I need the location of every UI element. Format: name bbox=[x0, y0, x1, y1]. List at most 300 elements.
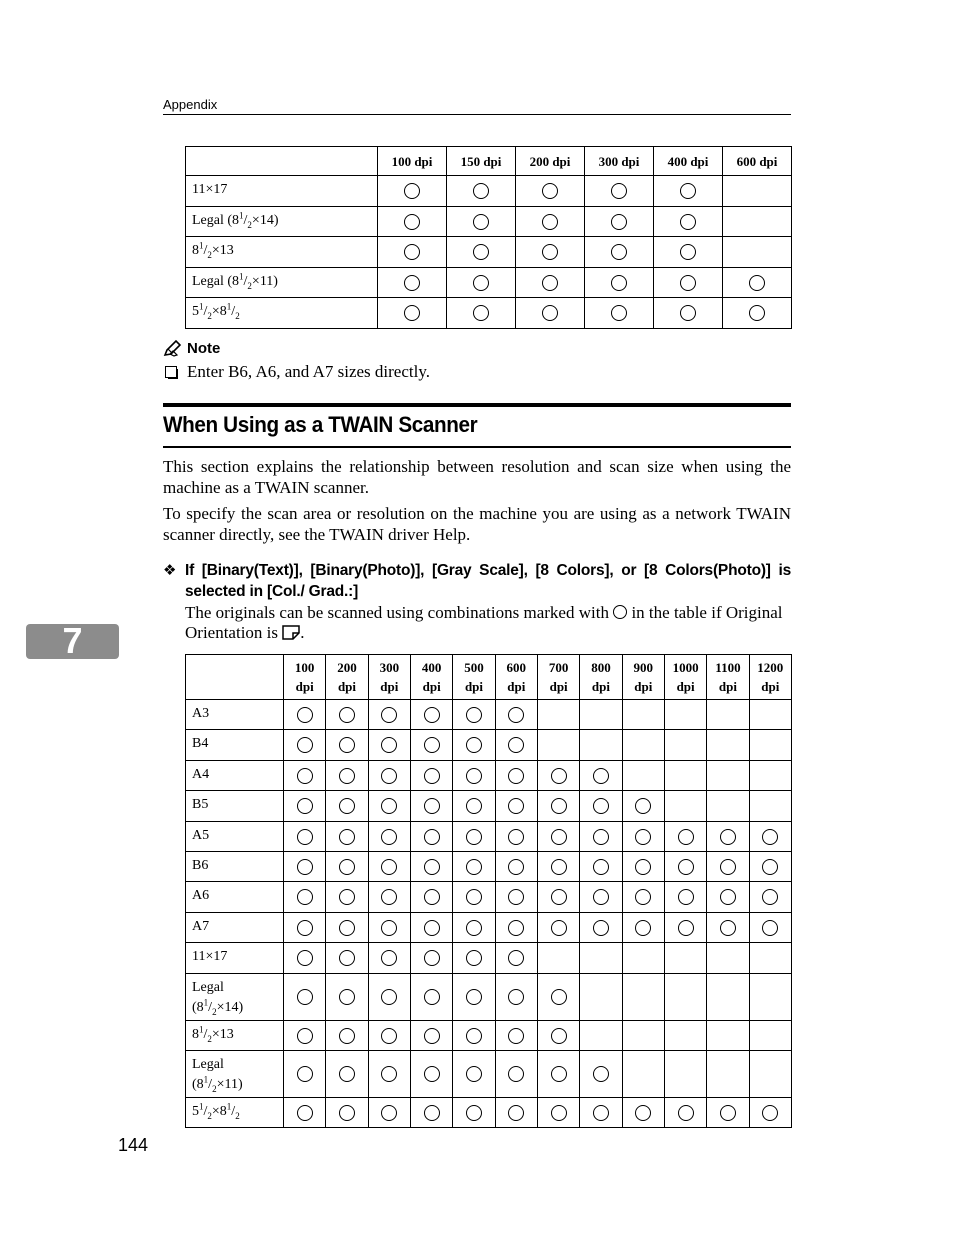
circle-mark-icon bbox=[466, 798, 482, 814]
table1-mark-cell bbox=[378, 237, 447, 268]
circle-mark-icon bbox=[473, 214, 489, 230]
circle-mark-icon bbox=[381, 1066, 397, 1082]
table2-mark-cell bbox=[707, 791, 749, 821]
note-heading bbox=[163, 339, 220, 357]
circle-mark-icon bbox=[635, 798, 651, 814]
table1-mark-cell bbox=[378, 267, 447, 298]
table2-mark-cell bbox=[537, 882, 579, 912]
size-label: B4 bbox=[192, 736, 209, 752]
size-label: A3 bbox=[192, 706, 210, 721]
table2-mark-cell bbox=[537, 1097, 579, 1127]
table-row bbox=[186, 973, 792, 1020]
fraction-numerator: 1 bbox=[239, 270, 244, 281]
table2-corner-cell bbox=[186, 655, 284, 700]
table1-header-row bbox=[186, 147, 792, 176]
table2-mark-cell bbox=[707, 730, 749, 760]
size-label-post: ×11) bbox=[216, 1076, 243, 1092]
instruction-text bbox=[185, 603, 791, 643]
table2-size-cell bbox=[186, 791, 284, 821]
table2-mark-cell bbox=[580, 700, 622, 730]
table1-size-cell bbox=[186, 206, 378, 237]
table2-mark-cell bbox=[664, 1050, 706, 1097]
circle-mark-icon bbox=[542, 244, 558, 260]
table2-mark-cell bbox=[410, 821, 452, 851]
circle-mark-icon bbox=[381, 889, 397, 905]
circle-mark-icon bbox=[339, 798, 355, 814]
circle-mark-icon bbox=[762, 920, 778, 936]
table2-mark-cell bbox=[284, 700, 326, 730]
circle-mark-icon bbox=[508, 1066, 524, 1082]
table2-mark-cell bbox=[410, 730, 452, 760]
table2-mark-cell bbox=[453, 821, 495, 851]
table2-mark-cell bbox=[410, 882, 452, 912]
table2-mark-cell bbox=[622, 882, 664, 912]
circle-mark-icon bbox=[466, 737, 482, 753]
circle-mark-icon bbox=[424, 768, 440, 784]
note-item bbox=[163, 362, 430, 382]
circle-mark-icon bbox=[404, 244, 420, 260]
table2-size-cell bbox=[186, 1020, 284, 1050]
fraction-slash: / bbox=[203, 1103, 208, 1119]
circle-mark-icon bbox=[381, 989, 397, 1005]
table1-mark-cell bbox=[447, 206, 516, 237]
table2-mark-cell bbox=[410, 943, 452, 973]
circle-mark-icon bbox=[593, 1105, 609, 1121]
size-label-pre: 5 bbox=[192, 304, 199, 319]
circle-mark-icon bbox=[611, 305, 627, 321]
table-row bbox=[186, 1097, 792, 1127]
circle-mark-icon bbox=[635, 920, 651, 936]
table-row bbox=[186, 267, 792, 298]
fraction-denominator: 2 bbox=[235, 310, 240, 321]
circle-mark-icon bbox=[381, 1028, 397, 1044]
table2-mark-cell bbox=[495, 973, 537, 1020]
table-row bbox=[186, 730, 792, 760]
table2-size-cell bbox=[186, 912, 284, 942]
circle-mark-icon bbox=[424, 989, 440, 1005]
circle-mark-icon bbox=[297, 798, 313, 814]
resolution-table-1 bbox=[185, 146, 792, 329]
size-label-pre: 8 bbox=[192, 1026, 199, 1042]
table2-mark-cell bbox=[707, 1020, 749, 1050]
table1-mark-cell bbox=[447, 298, 516, 329]
circle-mark-icon bbox=[297, 829, 313, 845]
table-row bbox=[186, 298, 792, 329]
col-header-unit: dpi bbox=[761, 679, 780, 694]
circle-mark-icon bbox=[473, 244, 489, 260]
note-heading-label: Note bbox=[187, 339, 221, 357]
fraction-denominator: 2 bbox=[212, 1083, 217, 1094]
fraction-numerator: 1 bbox=[226, 301, 232, 312]
circle-mark-icon bbox=[297, 1105, 313, 1121]
circle-mark-icon bbox=[551, 768, 567, 784]
table1-mark-cell bbox=[654, 267, 723, 298]
col-header-number: 700 bbox=[548, 660, 569, 675]
circle-mark-icon bbox=[339, 889, 355, 905]
circle-mark-icon bbox=[404, 214, 420, 230]
page-number: 144 bbox=[118, 1135, 149, 1155]
fraction-slash: / bbox=[243, 212, 248, 228]
table-row bbox=[186, 760, 792, 790]
circle-mark-icon bbox=[381, 798, 397, 814]
table2-col-header bbox=[284, 655, 326, 700]
circle-mark-icon bbox=[473, 183, 489, 199]
circle-mark-icon bbox=[404, 183, 420, 199]
fraction-denominator: 2 bbox=[207, 310, 212, 321]
table2-mark-cell bbox=[410, 1020, 452, 1050]
instruction-part-a: The originals can be scanned using combinations marked with bbox=[185, 603, 609, 622]
col-header-number: 600 bbox=[506, 660, 527, 675]
circle-mark-icon bbox=[381, 1105, 397, 1121]
circle-mark-icon bbox=[613, 605, 627, 619]
circle-mark-icon bbox=[611, 183, 627, 199]
table2-mark-cell bbox=[326, 1097, 368, 1127]
table2-mark-cell bbox=[326, 851, 368, 881]
table2-mark-cell bbox=[580, 1097, 622, 1127]
fraction-slash: / bbox=[231, 304, 236, 319]
circle-mark-icon bbox=[297, 989, 313, 1005]
table2-mark-cell bbox=[707, 973, 749, 1020]
table-row bbox=[186, 912, 792, 942]
fraction-slash: / bbox=[208, 1076, 213, 1092]
circle-mark-icon bbox=[424, 1105, 440, 1121]
table1-mark-cell bbox=[723, 267, 792, 298]
circle-mark-icon bbox=[508, 920, 524, 936]
table2-mark-cell bbox=[707, 1050, 749, 1097]
circle-mark-icon bbox=[381, 707, 397, 723]
circle-mark-icon bbox=[339, 920, 355, 936]
table2-mark-cell bbox=[707, 912, 749, 942]
circle-mark-icon bbox=[473, 275, 489, 291]
table1-mark-cell bbox=[516, 176, 585, 207]
circle-mark-icon bbox=[508, 768, 524, 784]
table2-size-cell bbox=[186, 882, 284, 912]
table2-mark-cell bbox=[410, 760, 452, 790]
table2-mark-cell bbox=[410, 973, 452, 1020]
table2-mark-cell bbox=[368, 1050, 410, 1097]
fraction-slash: / bbox=[231, 1103, 236, 1119]
table2-mark-cell bbox=[284, 1020, 326, 1050]
fraction-denominator: 2 bbox=[207, 1033, 212, 1044]
circle-mark-icon bbox=[593, 829, 609, 845]
running-head: Appendix bbox=[163, 97, 218, 112]
circle-mark-icon bbox=[297, 950, 313, 966]
table2-size-cell bbox=[186, 851, 284, 881]
table2-mark-cell bbox=[664, 912, 706, 942]
table2-mark-cell bbox=[410, 791, 452, 821]
table1-mark-cell bbox=[585, 237, 654, 268]
circle-mark-icon bbox=[466, 889, 482, 905]
circle-mark-icon bbox=[424, 950, 440, 966]
fraction-denominator: 2 bbox=[247, 219, 252, 230]
circle-mark-icon bbox=[404, 275, 420, 291]
table2-mark-cell bbox=[368, 1020, 410, 1050]
circle-mark-icon bbox=[466, 1105, 482, 1121]
circle-mark-icon bbox=[508, 859, 524, 875]
table1-mark-cell bbox=[447, 176, 516, 207]
table1-mark-cell bbox=[447, 267, 516, 298]
table1-mark-cell bbox=[723, 176, 792, 207]
subheading-text: If [Binary(Text)], [Binary(Photo)], [Gray Scale], [8 Colors], or [8 Colors(Photo)] is selected in [Col./ Grad.:] bbox=[185, 562, 791, 600]
table2-mark-cell bbox=[664, 791, 706, 821]
col-header-number: 1100 bbox=[715, 660, 741, 675]
circle-mark-icon bbox=[381, 737, 397, 753]
fraction-denominator: 2 bbox=[247, 280, 252, 291]
table2-mark-cell bbox=[749, 912, 791, 942]
fraction-numerator: 1 bbox=[199, 1101, 204, 1112]
table1-size-cell bbox=[186, 267, 378, 298]
circle-mark-icon bbox=[466, 1028, 482, 1044]
circle-mark-icon bbox=[720, 889, 736, 905]
circle-mark-icon bbox=[611, 275, 627, 291]
circle-mark-icon bbox=[720, 829, 736, 845]
col-header-unit: dpi bbox=[422, 679, 441, 694]
table2-mark-cell bbox=[537, 1020, 579, 1050]
table2-mark-cell bbox=[749, 882, 791, 912]
table-row bbox=[186, 700, 792, 730]
fraction-numerator: 1 bbox=[199, 1023, 204, 1034]
table2-size-cell bbox=[186, 943, 284, 973]
circle-mark-icon bbox=[381, 920, 397, 936]
circle-mark-icon bbox=[680, 244, 696, 260]
table2-mark-cell bbox=[749, 1020, 791, 1050]
table1-col-header: 100 dpi bbox=[378, 147, 447, 176]
size-label-post: ×14) bbox=[216, 999, 244, 1015]
orientation-icon bbox=[282, 625, 300, 640]
circle-mark-icon bbox=[381, 829, 397, 845]
table-row bbox=[186, 176, 792, 207]
table2-mark-cell bbox=[410, 912, 452, 942]
table2-mark-cell bbox=[284, 760, 326, 790]
table2-mark-cell bbox=[368, 973, 410, 1020]
table2-mark-cell bbox=[664, 821, 706, 851]
circle-mark-icon bbox=[297, 859, 313, 875]
section-paragraph-2: To specify the scan area or resolution on the machine you are using as a network TWAIN scanner directly, see the TWAIN driver Help. bbox=[163, 504, 791, 544]
circle-mark-icon bbox=[508, 889, 524, 905]
size-label: A6 bbox=[192, 888, 210, 904]
circle-mark-icon bbox=[339, 737, 355, 753]
circle-mark-icon bbox=[339, 950, 355, 966]
circle-mark-icon bbox=[424, 707, 440, 723]
instruction-part-b: in the table if Original Orientation is bbox=[185, 603, 783, 642]
table2-mark-cell bbox=[453, 1020, 495, 1050]
table2-mark-cell bbox=[622, 700, 664, 730]
circle-mark-icon bbox=[593, 859, 609, 875]
circle-mark-icon bbox=[593, 889, 609, 905]
circle-mark-icon bbox=[593, 768, 609, 784]
table2-mark-cell bbox=[284, 1050, 326, 1097]
table-row bbox=[186, 791, 792, 821]
table2-mark-cell bbox=[749, 1050, 791, 1097]
fraction-slash: / bbox=[203, 304, 208, 319]
table2-mark-cell bbox=[368, 943, 410, 973]
table2-mark-cell bbox=[453, 882, 495, 912]
table2-col-header bbox=[495, 655, 537, 700]
table2-mark-cell bbox=[622, 760, 664, 790]
circle-mark-icon bbox=[542, 183, 558, 199]
fraction-slash: / bbox=[243, 273, 248, 289]
table1-mark-cell bbox=[585, 267, 654, 298]
table2-mark-cell bbox=[453, 973, 495, 1020]
table1-mark-cell bbox=[654, 298, 723, 329]
table2-mark-cell bbox=[707, 851, 749, 881]
circle-mark-icon bbox=[551, 989, 567, 1005]
col-header-number: 500 bbox=[464, 660, 484, 675]
table1-mark-cell bbox=[654, 176, 723, 207]
size-label: 11×17 bbox=[192, 949, 228, 965]
table2-mark-cell bbox=[368, 851, 410, 881]
circle-mark-icon bbox=[339, 1066, 355, 1082]
table1-mark-cell bbox=[378, 298, 447, 329]
table2-mark-cell bbox=[707, 760, 749, 790]
table1-mark-cell bbox=[585, 176, 654, 207]
table1-size-cell bbox=[186, 298, 378, 329]
table1-mark-cell bbox=[723, 298, 792, 329]
circle-mark-icon bbox=[593, 920, 609, 936]
circle-mark-icon bbox=[466, 920, 482, 936]
circle-mark-icon bbox=[611, 244, 627, 260]
circle-mark-icon bbox=[593, 1066, 609, 1082]
diamond-bullet-icon: ❖ bbox=[163, 562, 177, 579]
table2-mark-cell bbox=[622, 943, 664, 973]
table2-mark-cell bbox=[368, 821, 410, 851]
circle-mark-icon bbox=[297, 707, 313, 723]
table2-mark-cell bbox=[622, 851, 664, 881]
table1-mark-cell bbox=[654, 206, 723, 237]
size-label-pre: 8 bbox=[192, 243, 199, 258]
table-row bbox=[186, 821, 792, 851]
circle-mark-icon bbox=[424, 737, 440, 753]
table1-col-header: 150 dpi bbox=[447, 147, 516, 176]
table2-mark-cell bbox=[664, 760, 706, 790]
circle-mark-icon bbox=[720, 859, 736, 875]
fraction-denominator: 2 bbox=[207, 249, 212, 260]
table2-col-header bbox=[749, 655, 791, 700]
circle-mark-icon bbox=[508, 829, 524, 845]
table2-mark-cell bbox=[664, 730, 706, 760]
table2-mark-cell bbox=[707, 821, 749, 851]
table2-mark-cell bbox=[326, 791, 368, 821]
table2-mark-cell bbox=[453, 760, 495, 790]
fraction-numerator: 1 bbox=[239, 209, 244, 220]
table2-mark-cell bbox=[537, 973, 579, 1020]
col-header-number: 400 bbox=[421, 660, 442, 675]
table2-mark-cell bbox=[580, 882, 622, 912]
circle-mark-icon bbox=[635, 859, 651, 875]
circle-mark-icon bbox=[404, 305, 420, 321]
circle-mark-icon bbox=[635, 1105, 651, 1121]
table1-mark-cell bbox=[723, 237, 792, 268]
table2-mark-cell bbox=[537, 760, 579, 790]
table2-mark-cell bbox=[580, 1020, 622, 1050]
table-row bbox=[186, 851, 792, 881]
fraction-numerator: 1 bbox=[199, 240, 204, 251]
pencil-icon bbox=[163, 339, 183, 357]
circle-mark-icon bbox=[297, 889, 313, 905]
circle-mark-icon bbox=[542, 275, 558, 291]
table2-mark-cell bbox=[284, 730, 326, 760]
table2-mark-cell bbox=[368, 791, 410, 821]
table-row bbox=[186, 943, 792, 973]
circle-mark-icon bbox=[635, 889, 651, 905]
table2-mark-cell bbox=[537, 912, 579, 942]
table2-mark-cell bbox=[749, 1097, 791, 1127]
col-header-unit: dpi bbox=[464, 679, 484, 694]
table2-mark-cell bbox=[326, 973, 368, 1020]
col-header-unit: dpi bbox=[718, 679, 737, 694]
table2-mark-cell bbox=[326, 700, 368, 730]
table2-mark-cell bbox=[749, 730, 791, 760]
circle-mark-icon bbox=[339, 989, 355, 1005]
table2-mark-cell bbox=[410, 851, 452, 881]
col-header-unit: dpi bbox=[634, 679, 653, 694]
table2-col-header bbox=[580, 655, 622, 700]
circle-mark-icon bbox=[297, 1028, 313, 1044]
table2-mark-cell bbox=[495, 882, 537, 912]
circle-mark-icon bbox=[762, 889, 778, 905]
fraction-numerator: 1 bbox=[203, 1074, 209, 1085]
table2-mark-cell bbox=[580, 973, 622, 1020]
col-header-number: 1000 bbox=[672, 660, 699, 675]
table2-mark-cell bbox=[326, 1020, 368, 1050]
table2-mark-cell bbox=[284, 882, 326, 912]
table2-col-header bbox=[622, 655, 664, 700]
table2-size-cell bbox=[186, 730, 284, 760]
table1-size-cell bbox=[186, 237, 378, 268]
table2-size-cell bbox=[186, 700, 284, 730]
table2-mark-cell bbox=[622, 821, 664, 851]
table2-mark-cell bbox=[368, 700, 410, 730]
subheading bbox=[163, 560, 791, 602]
table2-mark-cell bbox=[537, 791, 579, 821]
table2-mark-cell bbox=[749, 851, 791, 881]
col-header-number: 200 bbox=[337, 660, 357, 675]
circle-mark-icon bbox=[542, 305, 558, 321]
table2-mark-cell bbox=[326, 912, 368, 942]
header-rule bbox=[163, 114, 791, 115]
table2-col-header bbox=[326, 655, 368, 700]
circle-mark-icon bbox=[381, 859, 397, 875]
table2-mark-cell bbox=[284, 1097, 326, 1127]
table-row bbox=[186, 1020, 792, 1050]
table2-mark-cell bbox=[707, 882, 749, 912]
size-label-line1: Legal bbox=[192, 979, 224, 995]
table2-mark-cell bbox=[537, 821, 579, 851]
table2-mark-cell bbox=[495, 821, 537, 851]
table2-col-header bbox=[664, 655, 706, 700]
size-label-mid: ×8 bbox=[211, 1103, 227, 1119]
size-label-pre: Legal (8 bbox=[192, 212, 240, 228]
col-header-unit: dpi bbox=[337, 679, 357, 694]
table1-mark-cell bbox=[378, 206, 447, 237]
circle-mark-icon bbox=[680, 275, 696, 291]
table-row bbox=[186, 882, 792, 912]
table2-mark-cell bbox=[580, 912, 622, 942]
size-label: B6 bbox=[192, 857, 209, 873]
table2-mark-cell bbox=[284, 912, 326, 942]
circle-mark-icon bbox=[611, 214, 627, 230]
circle-mark-icon bbox=[508, 798, 524, 814]
fraction-denominator: 2 bbox=[235, 1110, 240, 1121]
circle-mark-icon bbox=[466, 859, 482, 875]
circle-mark-icon bbox=[473, 305, 489, 321]
table-row bbox=[186, 1050, 792, 1097]
circle-mark-icon bbox=[749, 275, 765, 291]
table2-mark-cell bbox=[495, 1020, 537, 1050]
fraction-numerator: 1 bbox=[199, 301, 204, 312]
table2-mark-cell bbox=[410, 700, 452, 730]
circle-mark-icon bbox=[466, 768, 482, 784]
